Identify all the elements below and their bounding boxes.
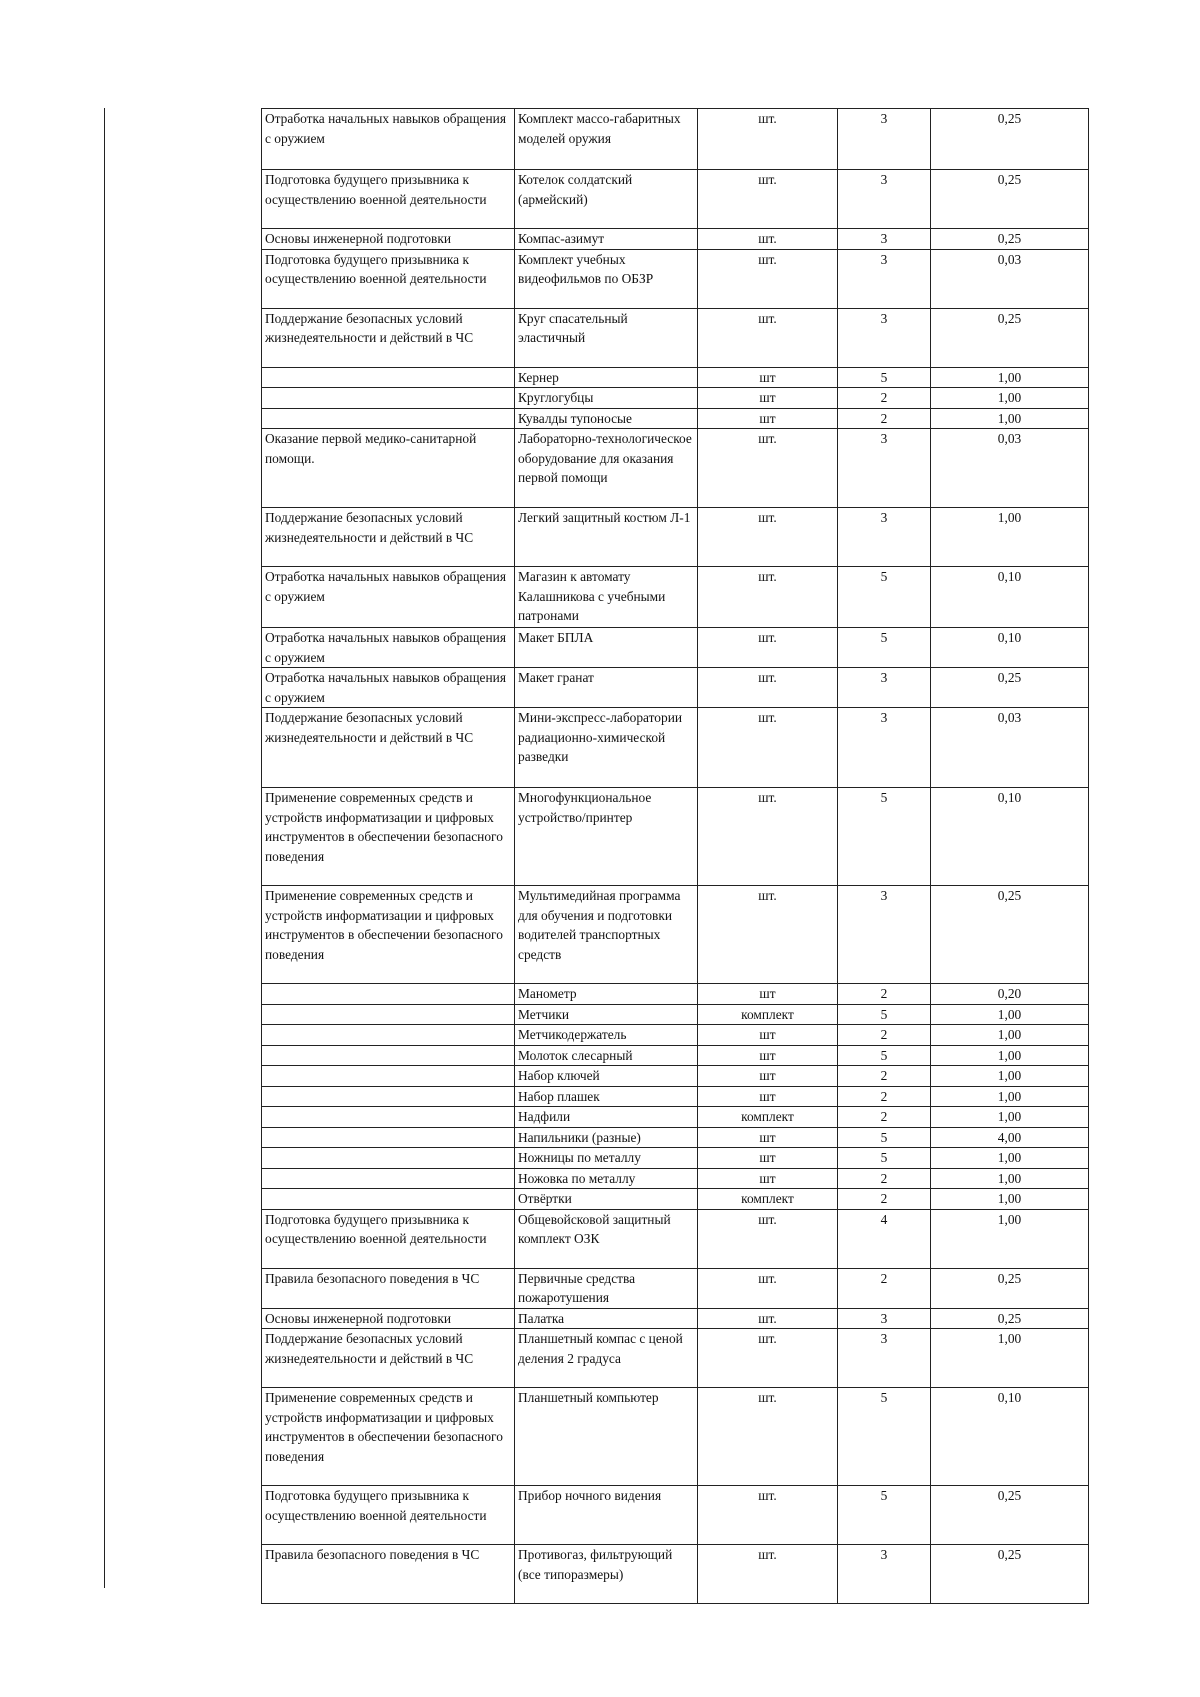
coef-cell: 0,20	[931, 984, 1089, 1005]
table-row	[262, 249, 1089, 308]
section-cell: Правила безопасного поведения в ЧС	[262, 1268, 515, 1308]
coef-cell: 1,00	[931, 1066, 1089, 1087]
item-cell: Метчикодержатель	[515, 1025, 698, 1046]
unit-cell: шт.	[698, 1545, 838, 1604]
coef-cell: 0,03	[931, 708, 1089, 788]
qty-cell: 3	[838, 170, 931, 229]
item-cell: Манометр	[515, 984, 698, 1005]
item-cell: Круглогубцы	[515, 388, 698, 409]
unit-cell: шт	[698, 1086, 838, 1107]
item-cell: Надфили	[515, 1107, 698, 1128]
qty-cell: 2	[838, 1107, 931, 1128]
table-row	[262, 1486, 1089, 1545]
unit-cell: комплект	[698, 1107, 838, 1128]
section-cell: Поддержание безопасных условий жизнедеятельности и действий в ЧС	[262, 1329, 515, 1388]
coef-cell: 0,10	[931, 788, 1089, 886]
item-cell: Круг спасательный эластичный	[515, 308, 698, 367]
qty-cell: 3	[838, 1308, 931, 1329]
section-cell	[262, 1189, 515, 1210]
qty-cell: 2	[838, 1268, 931, 1308]
table-row	[262, 1127, 1089, 1148]
coef-cell: 0,25	[931, 109, 1089, 170]
item-cell: Первичные средства пожаротушения	[515, 1268, 698, 1308]
table-row	[262, 1545, 1089, 1604]
coef-cell: 1,00	[931, 1004, 1089, 1025]
coef-cell: 0,25	[931, 229, 1089, 250]
section-cell	[262, 1168, 515, 1189]
item-cell: Кернер	[515, 367, 698, 388]
item-cell: Кувалды тупоносые	[515, 408, 698, 429]
qty-cell: 3	[838, 886, 931, 984]
table-row	[262, 170, 1089, 229]
section-cell	[262, 1045, 515, 1066]
coef-cell: 1,00	[931, 1086, 1089, 1107]
unit-cell: шт	[698, 1025, 838, 1046]
qty-cell: 2	[838, 1086, 931, 1107]
coef-cell: 0,10	[931, 567, 1089, 628]
item-cell: Комплект учебных видеофильмов по ОБЗР	[515, 249, 698, 308]
qty-cell: 2	[838, 408, 931, 429]
coef-cell: 0,25	[931, 668, 1089, 708]
coef-cell: 1,00	[931, 1148, 1089, 1169]
table-row	[262, 1189, 1089, 1210]
qty-cell: 3	[838, 308, 931, 367]
item-cell: Мультимедийная программа для обучения и подготовки водителей транспортных средств	[515, 886, 698, 984]
section-cell: Подготовка будущего призывника к осуществлению военной деятельности	[262, 1486, 515, 1545]
coef-cell: 0,25	[931, 1268, 1089, 1308]
unit-cell: шт.	[698, 249, 838, 308]
coef-cell: 0,25	[931, 886, 1089, 984]
item-cell: Палатка	[515, 1308, 698, 1329]
coef-cell: 0,25	[931, 170, 1089, 229]
table-row	[262, 1388, 1089, 1486]
section-cell: Подготовка будущего призывника к осуществлению военной деятельности	[262, 170, 515, 229]
unit-cell: шт.	[698, 229, 838, 250]
unit-cell: шт.	[698, 886, 838, 984]
unit-cell: шт	[698, 1127, 838, 1148]
item-cell: Макет БПЛА	[515, 628, 698, 668]
section-cell: Отработка начальных навыков обращения с оружием	[262, 668, 515, 708]
qty-cell: 5	[838, 1004, 931, 1025]
coef-cell: 1,00	[931, 508, 1089, 567]
qty-cell: 3	[838, 708, 931, 788]
table-row	[262, 1025, 1089, 1046]
section-cell	[262, 1004, 515, 1025]
unit-cell: шт	[698, 408, 838, 429]
table-row	[262, 1066, 1089, 1087]
coef-cell: 1,00	[931, 367, 1089, 388]
table-row	[262, 1209, 1089, 1268]
section-cell: Поддержание безопасных условий жизнедеятельности и действий в ЧС	[262, 708, 515, 788]
unit-cell: шт.	[698, 109, 838, 170]
unit-cell: шт	[698, 367, 838, 388]
coef-cell: 1,00	[931, 1189, 1089, 1210]
item-cell: Магазин к автомату Калашникова с учебными патронами	[515, 567, 698, 628]
coef-cell: 1,00	[931, 1107, 1089, 1128]
unit-cell: шт	[698, 1168, 838, 1189]
unit-cell: шт.	[698, 788, 838, 886]
qty-cell: 5	[838, 1045, 931, 1066]
qty-cell: 2	[838, 984, 931, 1005]
unit-cell: шт.	[698, 508, 838, 567]
qty-cell: 3	[838, 249, 931, 308]
table-row	[262, 886, 1089, 984]
section-cell: Правила безопасного поведения в ЧС	[262, 1545, 515, 1604]
unit-cell: шт.	[698, 567, 838, 628]
section-cell	[262, 1066, 515, 1087]
table-row	[262, 567, 1089, 628]
table-row	[262, 708, 1089, 788]
section-cell	[262, 1148, 515, 1169]
coef-cell: 1,00	[931, 1025, 1089, 1046]
unit-cell: шт.	[698, 1209, 838, 1268]
item-cell: Лабораторно-технологическое оборудование для оказания первой помощи	[515, 429, 698, 508]
item-cell: Ножовка по металлу	[515, 1168, 698, 1189]
item-cell: Планшетный компас с ценой деления 2 градуса	[515, 1329, 698, 1388]
section-cell: Основы инженерной подготовки	[262, 229, 515, 250]
unit-cell: шт.	[698, 1308, 838, 1329]
table-row	[262, 1086, 1089, 1107]
item-cell: Макет гранат	[515, 668, 698, 708]
table-row	[262, 984, 1089, 1005]
qty-cell: 2	[838, 1066, 931, 1087]
section-cell: Подготовка будущего призывника к осуществлению военной деятельности	[262, 1209, 515, 1268]
left-margin-line	[104, 108, 105, 1588]
section-cell	[262, 1107, 515, 1128]
section-cell	[262, 367, 515, 388]
unit-cell: шт.	[698, 1329, 838, 1388]
qty-cell: 3	[838, 1545, 931, 1604]
section-cell: Применение современных средств и устройств информатизации и цифровых инструментов в обеспечении безопасного поведения	[262, 788, 515, 886]
coef-cell: 0,25	[931, 1545, 1089, 1604]
unit-cell: шт	[698, 1066, 838, 1087]
table-row	[262, 109, 1089, 170]
qty-cell: 2	[838, 1189, 931, 1210]
unit-cell: шт	[698, 1045, 838, 1066]
item-cell: Набор ключей	[515, 1066, 698, 1087]
coef-cell: 4,00	[931, 1127, 1089, 1148]
unit-cell: комплект	[698, 1004, 838, 1025]
qty-cell: 5	[838, 1388, 931, 1486]
coef-cell: 1,00	[931, 408, 1089, 429]
table-row	[262, 308, 1089, 367]
unit-cell: шт.	[698, 708, 838, 788]
coef-cell: 0,10	[931, 628, 1089, 668]
item-cell: Противогаз, фильтрующий (все типоразмеры)	[515, 1545, 698, 1604]
table-row	[262, 229, 1089, 250]
coef-cell: 0,03	[931, 429, 1089, 508]
section-cell	[262, 408, 515, 429]
qty-cell: 3	[838, 229, 931, 250]
unit-cell: шт	[698, 388, 838, 409]
table-row	[262, 408, 1089, 429]
qty-cell: 5	[838, 1486, 931, 1545]
unit-cell: шт.	[698, 1486, 838, 1545]
table-row	[262, 1329, 1089, 1388]
qty-cell: 2	[838, 1168, 931, 1189]
coef-cell: 0,25	[931, 308, 1089, 367]
qty-cell: 3	[838, 668, 931, 708]
table-row	[262, 1268, 1089, 1308]
section-cell	[262, 984, 515, 1005]
table-row	[262, 788, 1089, 886]
section-cell: Отработка начальных навыков обращения с оружием	[262, 109, 515, 170]
item-cell: Комплект массо-габаритных моделей оружия	[515, 109, 698, 170]
section-cell	[262, 388, 515, 409]
table-row	[262, 668, 1089, 708]
qty-cell: 5	[838, 788, 931, 886]
table-row	[262, 508, 1089, 567]
item-cell: Котелок солдатский (армейский)	[515, 170, 698, 229]
section-cell: Поддержание безопасных условий жизнедеятельности и действий в ЧС	[262, 308, 515, 367]
item-cell: Легкий защитный костюм Л-1	[515, 508, 698, 567]
section-cell: Основы инженерной подготовки	[262, 1308, 515, 1329]
coef-cell: 0,10	[931, 1388, 1089, 1486]
table-row	[262, 1004, 1089, 1025]
unit-cell: комплект	[698, 1189, 838, 1210]
table-row	[262, 1107, 1089, 1128]
table-row	[262, 1148, 1089, 1169]
item-cell: Напильники (разные)	[515, 1127, 698, 1148]
item-cell: Компас-азимут	[515, 229, 698, 250]
qty-cell: 5	[838, 367, 931, 388]
qty-cell: 5	[838, 628, 931, 668]
coef-cell: 1,00	[931, 388, 1089, 409]
table-row	[262, 388, 1089, 409]
unit-cell: шт	[698, 984, 838, 1005]
unit-cell: шт.	[698, 1268, 838, 1308]
unit-cell: шт	[698, 1148, 838, 1169]
item-cell: Метчики	[515, 1004, 698, 1025]
section-cell	[262, 1127, 515, 1148]
table-row	[262, 1045, 1089, 1066]
qty-cell: 3	[838, 1329, 931, 1388]
qty-cell: 5	[838, 567, 931, 628]
item-cell: Планшетный компьютер	[515, 1388, 698, 1486]
table-row	[262, 367, 1089, 388]
coef-cell: 0,03	[931, 249, 1089, 308]
table-row	[262, 1308, 1089, 1329]
qty-cell: 3	[838, 109, 931, 170]
table-row	[262, 628, 1089, 668]
coef-cell: 0,25	[931, 1486, 1089, 1545]
section-cell	[262, 1025, 515, 1046]
item-cell: Молоток слесарный	[515, 1045, 698, 1066]
section-cell: Отработка начальных навыков обращения с оружием	[262, 628, 515, 668]
unit-cell: шт.	[698, 668, 838, 708]
section-cell: Оказание первой медико-санитарной помощи.	[262, 429, 515, 508]
item-cell: Многофункциональное устройство/принтер	[515, 788, 698, 886]
coef-cell: 1,00	[931, 1168, 1089, 1189]
unit-cell: шт.	[698, 1388, 838, 1486]
item-cell: Общевойсковой защитный комплект ОЗК	[515, 1209, 698, 1268]
table-row	[262, 1168, 1089, 1189]
qty-cell: 2	[838, 388, 931, 409]
qty-cell: 3	[838, 429, 931, 508]
coef-cell: 1,00	[931, 1209, 1089, 1268]
coef-cell: 1,00	[931, 1329, 1089, 1388]
section-cell: Применение современных средств и устройств информатизации и цифровых инструментов в обеспечении безопасного поведения	[262, 1388, 515, 1486]
item-cell: Набор плашек	[515, 1086, 698, 1107]
section-cell: Поддержание безопасных условий жизнедеятельности и действий в ЧС	[262, 508, 515, 567]
section-cell: Отработка начальных навыков обращения с оружием	[262, 567, 515, 628]
unit-cell: шт.	[698, 628, 838, 668]
qty-cell: 5	[838, 1148, 931, 1169]
item-cell: Мини-экспресс-лаборатории радиационно-химической разведки	[515, 708, 698, 788]
section-cell: Применение современных средств и устройств информатизации и цифровых инструментов в обеспечении безопасного поведения	[262, 886, 515, 984]
qty-cell: 3	[838, 508, 931, 567]
item-cell: Отвёртки	[515, 1189, 698, 1210]
section-cell	[262, 1086, 515, 1107]
item-cell: Прибор ночного видения	[515, 1486, 698, 1545]
qty-cell: 2	[838, 1025, 931, 1046]
qty-cell: 5	[838, 1127, 931, 1148]
qty-cell: 4	[838, 1209, 931, 1268]
unit-cell: шт.	[698, 170, 838, 229]
item-cell: Ножницы по металлу	[515, 1148, 698, 1169]
table-row	[262, 429, 1089, 508]
coef-cell: 0,25	[931, 1308, 1089, 1329]
coef-cell: 1,00	[931, 1045, 1089, 1066]
section-cell: Подготовка будущего призывника к осуществлению военной деятельности	[262, 249, 515, 308]
equipment-table	[261, 108, 1089, 1604]
unit-cell: шт.	[698, 308, 838, 367]
unit-cell: шт.	[698, 429, 838, 508]
